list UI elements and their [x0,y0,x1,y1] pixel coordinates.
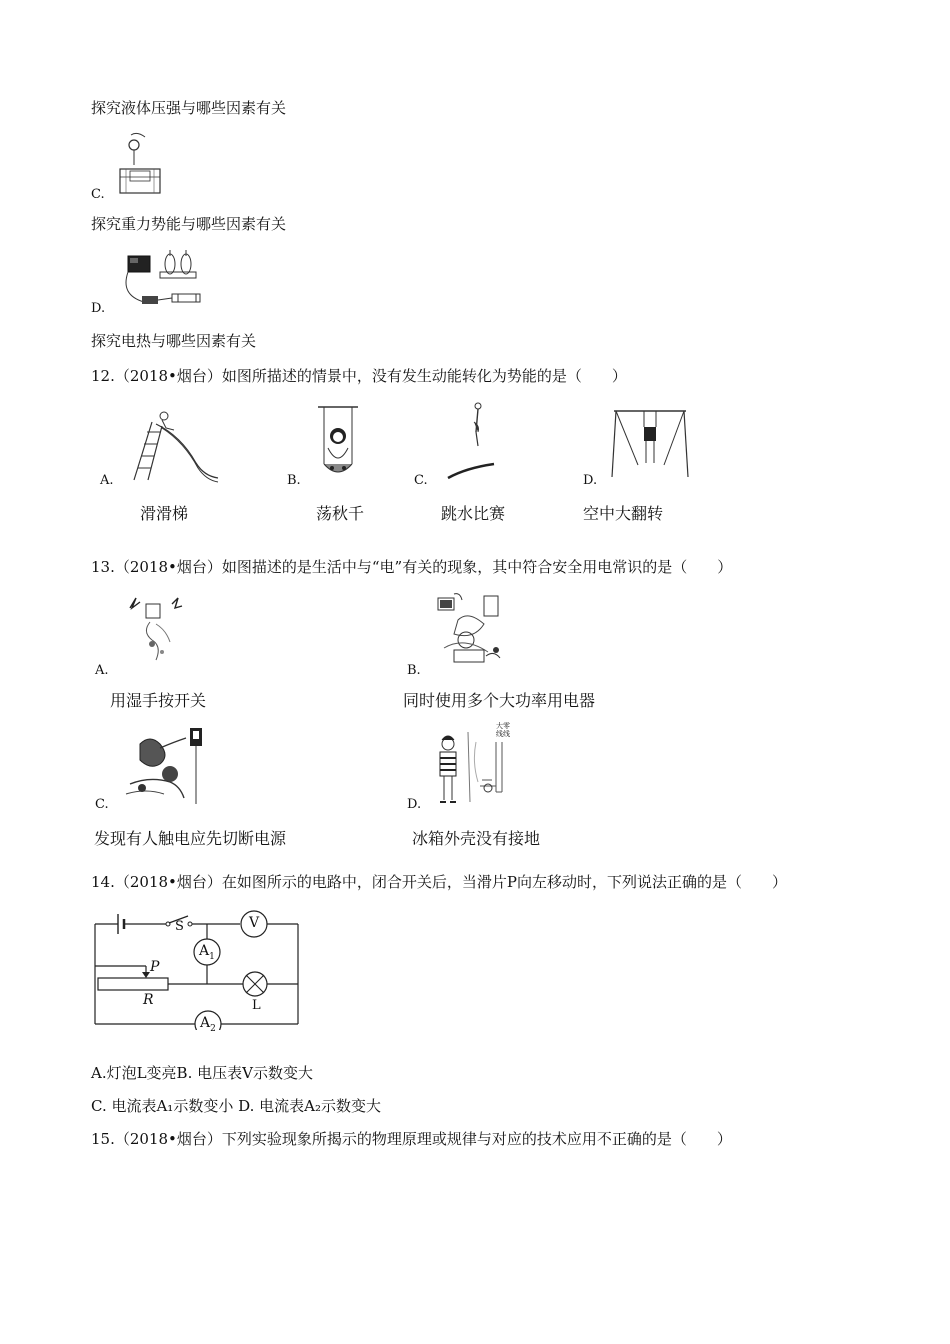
q12-option-d-caption: 空中大翻转 [583,504,664,523]
q13-option-d-letter: D. [407,797,422,812]
lamp-label: L [252,998,261,1013]
option-b-description: 探究液体压强与哪些因素有关 [91,99,287,117]
swing-figure [312,404,364,484]
rheostat-label: R [143,992,154,1008]
fridge-label-top: 大零 [496,722,510,730]
q13-option-a-caption: 用湿手按开关 [110,691,207,710]
q12-option-a-caption: 滑滑梯 [140,504,189,523]
ammeter-a2-label: $A_2$ [200,1015,216,1034]
q12-option-a-letter: A. [100,473,114,488]
question-12-stem: 12.（2018•烟台）如图所描述的情景中，没有发生动能转化为势能的是（ ） [91,367,627,385]
slide-figure [126,408,221,483]
option-c-letter: C. [91,187,105,202]
option-c-description: 探究重力势能与哪些因素有关 [91,215,287,233]
question-13-stem: 13.（2018•烟台）如图描述的是生活中与“电”有关的现象，其中符合安全用电常识的是（ ） [91,558,733,576]
q12-option-b-letter: B. [287,473,301,488]
q13-option-b-caption: 同时使用多个大功率用电器 [403,691,596,710]
q12-option-c-letter: C. [414,473,428,488]
multiple-appliances-figure [436,590,506,670]
circuit-diagram [88,900,308,1034]
question-14-answers-line-2: C. 电流表A₁示数变小 D. 电流表A₂示数变大 [91,1097,381,1115]
q13-option-d-caption: 冰箱外壳没有接地 [412,829,541,848]
q13-option-a-letter: A. [95,663,109,678]
question-15-stem: 15.（2018•烟台）下列实验现象所揭示的物理原理或规律与对应的技术应用不正确的是（ ） [91,1130,732,1148]
q12-option-b-caption: 荡秋千 [316,504,365,523]
question-14-answers-line-1: A.灯泡L变亮B. 电压表V示数变大 [91,1064,313,1082]
fridge-ungrounded-figure [436,722,526,810]
diving-figure [446,402,496,482]
flip-bar-figure [610,405,690,480]
voltmeter-label: V [249,915,260,931]
liquid-pressure-figure [116,131,166,196]
ammeter-a1-label: $A_1$ [199,943,215,962]
slider-label: P [150,959,160,975]
option-d-letter: D. [91,301,106,316]
q13-option-b-letter: B. [407,663,421,678]
option-d-description: 探究电热与哪些因素有关 [91,332,257,350]
fridge-label-bottom: 线线 [496,730,510,738]
question-14-stem: 14.（2018•烟台）在如图所示的电路中，闭合开关后，当滑片P向左移动时，下列说法正确的是（ ） [91,873,787,891]
electric-heat-figure [116,250,211,312]
switch-label: S [175,919,184,934]
q12-option-d-letter: D. [583,473,598,488]
q12-option-c-caption: 跳水比赛 [441,504,506,523]
wet-hand-switch-figure [120,594,190,669]
q13-option-c-caption: 发现有人触电应先切断电源 [94,829,287,848]
q13-option-c-letter: C. [95,797,109,812]
electric-shock-rescue-figure [120,724,215,806]
